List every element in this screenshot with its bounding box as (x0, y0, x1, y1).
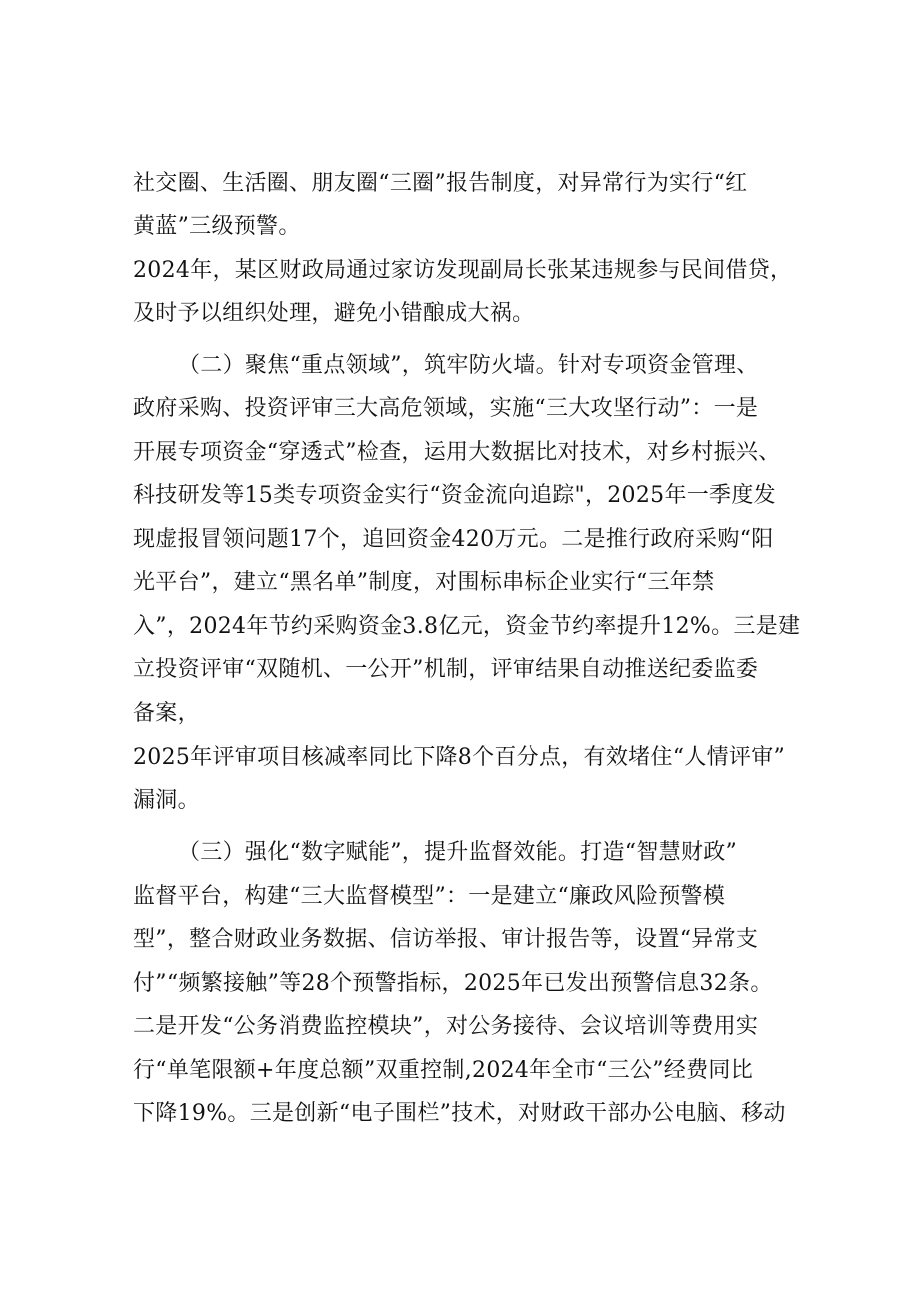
text-line: 立投资评审“双随机、一公开”机制，评审结果自动推送纪委监委 (133, 657, 759, 682)
text-line: 黄蓝”三级预警。 (133, 214, 301, 239)
text-line: 漏洞。 (133, 788, 200, 813)
text-line: 型”，整合财政业务数据、信访举报、审计报告等，设置“异常支 (133, 927, 759, 952)
paragraph-heading-2: （二）聚焦“重点领域”，筑牢防火墙。针对专项资金管理、 (178, 353, 759, 378)
text-line: 下降19%。三是创新“电子围栏”技术，对财政干部办公电脑、移动 (133, 1101, 786, 1126)
text-line: 行“单笔限额+年度总额”双重控制,2024年全市“三公”经费同比 (133, 1058, 754, 1083)
text-line: 备案， (133, 701, 200, 726)
text-line: 开展专项资金“穿透式”检查，运用大数据比对技术，对乡村振兴、 (133, 440, 781, 465)
paragraph-heading-3: （三）强化“数字赋能”，提升监督效能。打造“智慧财政” (178, 840, 738, 865)
text-line: 科技研发等15类专项资金实行“资金流向追踪"，2025年一季度发 (133, 483, 776, 508)
text-line: 社交圈、生活圈、朋友圈“三圈”报告制度，对异常行为实行“红 (133, 171, 748, 196)
text-line: 二是开发“公务消费监控模块”，对公务接待、会议培训等费用实 (133, 1014, 759, 1039)
text-line: 现虚报冒领问题17个，追回资金420万元。二是推行政府采购“阳 (133, 527, 774, 552)
text-line: 监督平台，构建“三大监督模型”：一是建立“廉政风险预警模 (133, 884, 726, 909)
text-line: 2025年评审项目核减率同比下降8个百分点，有效堵住“人情评审” (133, 745, 786, 770)
text-line: 政府采购、投资评审三大高危领域，实施“三大攻坚行动”：一是 (133, 396, 759, 421)
text-line: 及时予以组织处理，避免小错酿成大祸。 (133, 301, 535, 326)
text-line: 2024年，某区财政局通过家访发现副局长张某违规参与民间借贷， (133, 258, 793, 283)
text-line: 入”，2024年节约采购资金3.8亿元，资金节约率提升12%。三是建 (133, 614, 801, 639)
text-line: 付”“频繁接触”等28个预警指标，2025年已发出预警信息32条。 (133, 971, 773, 996)
text-line: 光平台”，建立“黑名单”制度，对围标串标企业实行“三年禁 (133, 570, 715, 595)
